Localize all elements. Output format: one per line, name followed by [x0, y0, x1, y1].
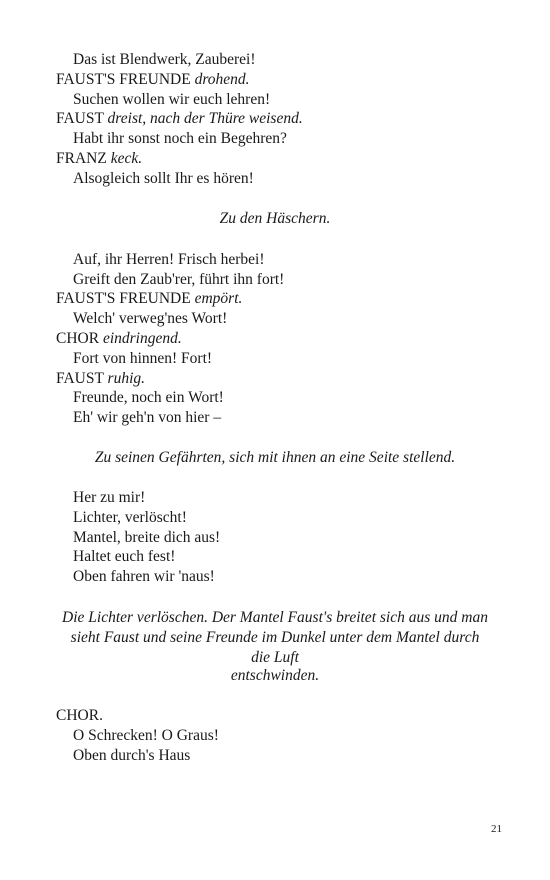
speaker-line	[56, 70, 250, 90]
verse-line: Welch' verweg'nes Wort!	[73, 310, 228, 327]
verse-line: Das ist Blendwerk, Zauberei!	[73, 51, 256, 68]
verse-line: Lichter, verlöscht!	[73, 509, 187, 526]
speaker-direction: eindringend.	[102, 330, 182, 347]
stage-direction: sieht Faust und seine Freunde im Dunkel unter dem Mantel durch	[70, 629, 480, 646]
stage-direction: die Luft	[251, 649, 299, 666]
speaker-name: FAUST	[56, 110, 104, 127]
speaker-line	[56, 369, 145, 389]
speaker-name: CHOR	[56, 330, 100, 347]
stage-direction: Zu seinen Gefährten, sich mit ihnen an eine Seite stellend.	[94, 449, 456, 466]
verse-line: Alsogleich sollt Ihr es hören!	[73, 170, 254, 187]
verse-line: Her zu mir!	[73, 489, 146, 506]
speaker-line	[56, 149, 142, 169]
speaker-name: CHOR.	[56, 707, 103, 724]
speaker-line	[56, 109, 303, 129]
verse-line: Suchen wollen wir euch lehren!	[73, 91, 271, 108]
stage-direction: entschwinden.	[230, 667, 320, 684]
verse-line: Greift den Zaub'rer, führt ihn fort!	[73, 271, 285, 288]
speaker-name: FAUST	[56, 370, 104, 387]
page-number: 21	[491, 823, 502, 835]
verse-line: Fort von hinnen! Fort!	[73, 350, 213, 367]
speaker-line	[56, 329, 182, 349]
speaker-name: FAUST'S FREUNDE	[56, 290, 191, 307]
verse-line: Eh' wir geh'n von hier –	[73, 409, 222, 426]
speaker-line	[56, 706, 103, 726]
stage-direction: Die Lichter verlöschen. Der Mantel Faust's breitet sich aus und man	[62, 609, 488, 626]
verse-line: Mantel, breite dich aus!	[73, 529, 221, 546]
verse-line: Auf, ihr Herren! Frisch herbei!	[73, 251, 265, 268]
verse-line: Habt ihr sonst noch ein Begehren?	[73, 130, 287, 147]
speaker-direction: ruhig.	[107, 370, 146, 387]
speaker-direction: keck.	[110, 150, 143, 167]
verse-line: Oben fahren wir 'naus!	[73, 568, 215, 585]
verse-line: Haltet euch fest!	[73, 548, 176, 565]
speaker-line	[56, 289, 242, 309]
verse-line: Freunde, noch ein Wort!	[73, 389, 224, 406]
verse-line: Oben durch's Haus	[73, 747, 191, 764]
speaker-direction: drohend.	[194, 71, 250, 88]
verse-line: O Schrecken! O Graus!	[73, 727, 219, 744]
speaker-name: FAUST'S FREUNDE	[56, 71, 191, 88]
speaker-direction: empört.	[194, 290, 243, 307]
speaker-name: FRANZ	[56, 150, 107, 167]
speaker-direction: dreist, nach der Thüre weisend.	[107, 110, 303, 127]
stage-direction: Zu den Häschern.	[219, 210, 331, 227]
